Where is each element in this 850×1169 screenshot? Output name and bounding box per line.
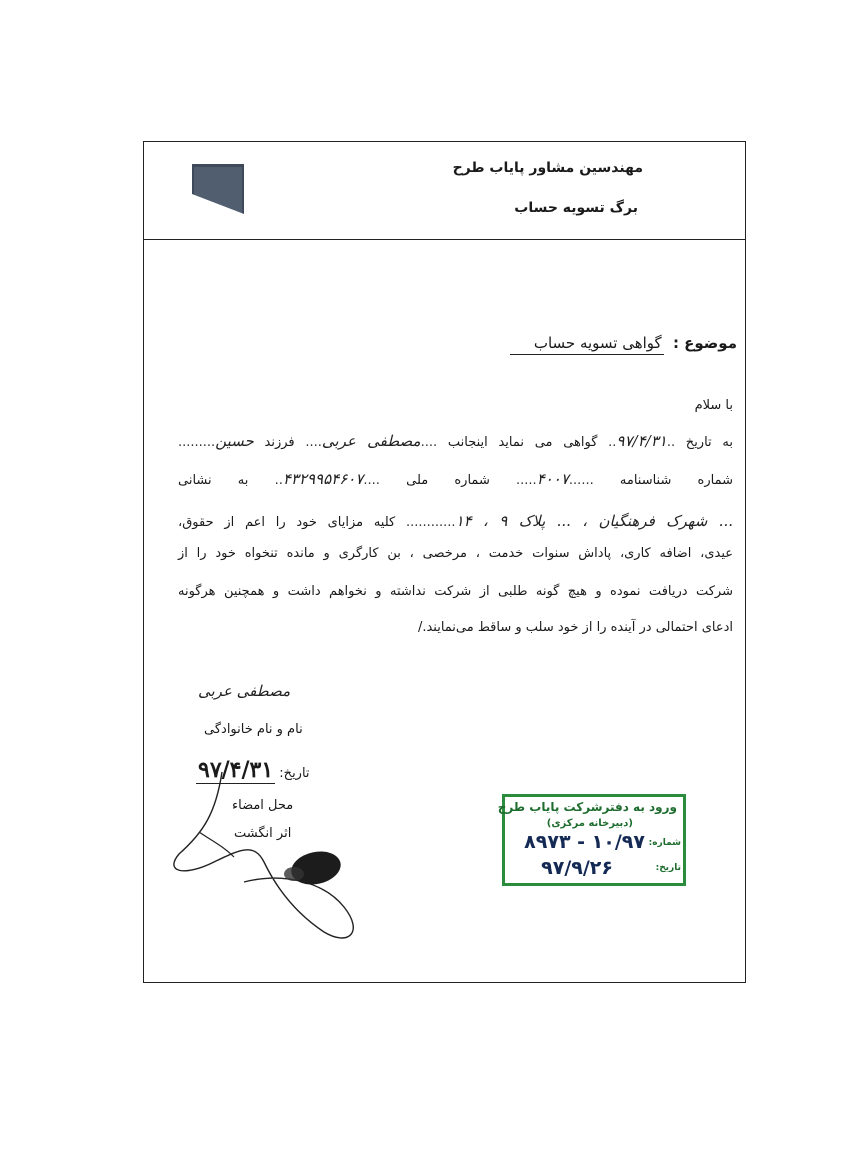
text-benefits: کلیه مزایای خود را اعم از حقوق، bbox=[178, 515, 396, 530]
text-child-of: فرزند bbox=[264, 435, 295, 450]
fingerprint bbox=[288, 847, 344, 889]
stamp-number-label: شماره: bbox=[648, 838, 681, 848]
signature-stroke bbox=[174, 772, 353, 938]
stamp-date-value: ۹۷/۹/۲۶ bbox=[541, 857, 613, 879]
subject-value: گواهی تسویه حساب bbox=[510, 334, 664, 355]
stamp-subtitle: (دبیرخانه مرکزی) bbox=[546, 818, 633, 829]
handwritten-date: ۹۷/۴/۳۱ bbox=[616, 432, 667, 450]
text-id-number: شماره شناسنامه bbox=[619, 473, 733, 488]
name-label: نام و نام خانوادگی bbox=[204, 722, 303, 737]
handwritten-address: ... شهرک فرهنگیان ، ... پلاک ۹ ، ۱۴ bbox=[455, 512, 733, 530]
signatory-name: مصطفی عربی bbox=[198, 682, 291, 700]
handwritten-national-code: ۴۳۲۹۹۵۴۶۰۷ bbox=[282, 470, 364, 488]
form-title: برگ تسویه حساب bbox=[514, 200, 638, 216]
body-line-3: ... شهرک فرهنگیان ، ... پلاک ۹ ، ۱۴............ کلیه مزایای خود را اعم از حقوق، bbox=[178, 512, 733, 530]
registry-stamp bbox=[497, 794, 686, 886]
handwritten-id-number: ۴۰۰۷ bbox=[536, 470, 569, 488]
handwritten-father-name: حسین bbox=[215, 432, 254, 450]
body-line-6: ادعای احتمالی در آینده را از خود سلب و ساقط می‌نمایند./ bbox=[417, 620, 733, 635]
body-line-1: به تاریخ ..۹۷/۴/۳۱.. گواهی می نماید اینجانب ....مصطفی عربی.... فرزند حسین......... bbox=[178, 432, 733, 450]
subject-line bbox=[510, 334, 737, 355]
company-name: مهندسین مشاور پایاب طرح bbox=[452, 160, 643, 176]
text-address: به نشانی bbox=[178, 473, 249, 488]
body-line-4: عیدی، اضافه کاری، پاداش سنوات خدمت ، مرخصی ، بن کارگری و مانده تنخواه خود را از bbox=[178, 546, 733, 561]
handwritten-name: مصطفی عربی bbox=[321, 432, 421, 450]
date-value: ۹۷/۴/۳۱ bbox=[198, 757, 274, 783]
stamp-title: ورود به دفترشرکت پایاب طرح bbox=[497, 800, 677, 814]
subject-label: موضوع : bbox=[672, 334, 737, 352]
signature-label: محل امضاء bbox=[232, 798, 294, 813]
text-national-code: شماره ملی bbox=[406, 473, 490, 488]
body-line-2: شماره شناسنامه ......۴۰۰۷..... شماره ملی ....۴۳۲۹۹۵۴۶۰۷.. به نشانی bbox=[178, 470, 733, 488]
date-label: تاریخ: bbox=[279, 766, 310, 781]
text-certifies: گواهی می نماید اینجانب bbox=[447, 435, 598, 450]
body-line-5: شرکت دریافت نموده و هیچ گونه طلبی از شرکت نداشته و نخواهم داشت و همچنین هرگونه bbox=[178, 584, 733, 599]
stamp-number-value: ۱۰/۹۷ - ۸۹۷۳ bbox=[524, 831, 645, 853]
greeting: با سلام bbox=[694, 398, 733, 413]
date-field bbox=[196, 757, 310, 783]
header-divider bbox=[144, 239, 745, 240]
company-logo bbox=[192, 164, 244, 218]
text-on-date: به تاریخ bbox=[685, 435, 733, 450]
stamp-date-label: تاریخ: bbox=[655, 863, 681, 873]
fingerprint-label: اثر انگشت bbox=[234, 826, 292, 841]
